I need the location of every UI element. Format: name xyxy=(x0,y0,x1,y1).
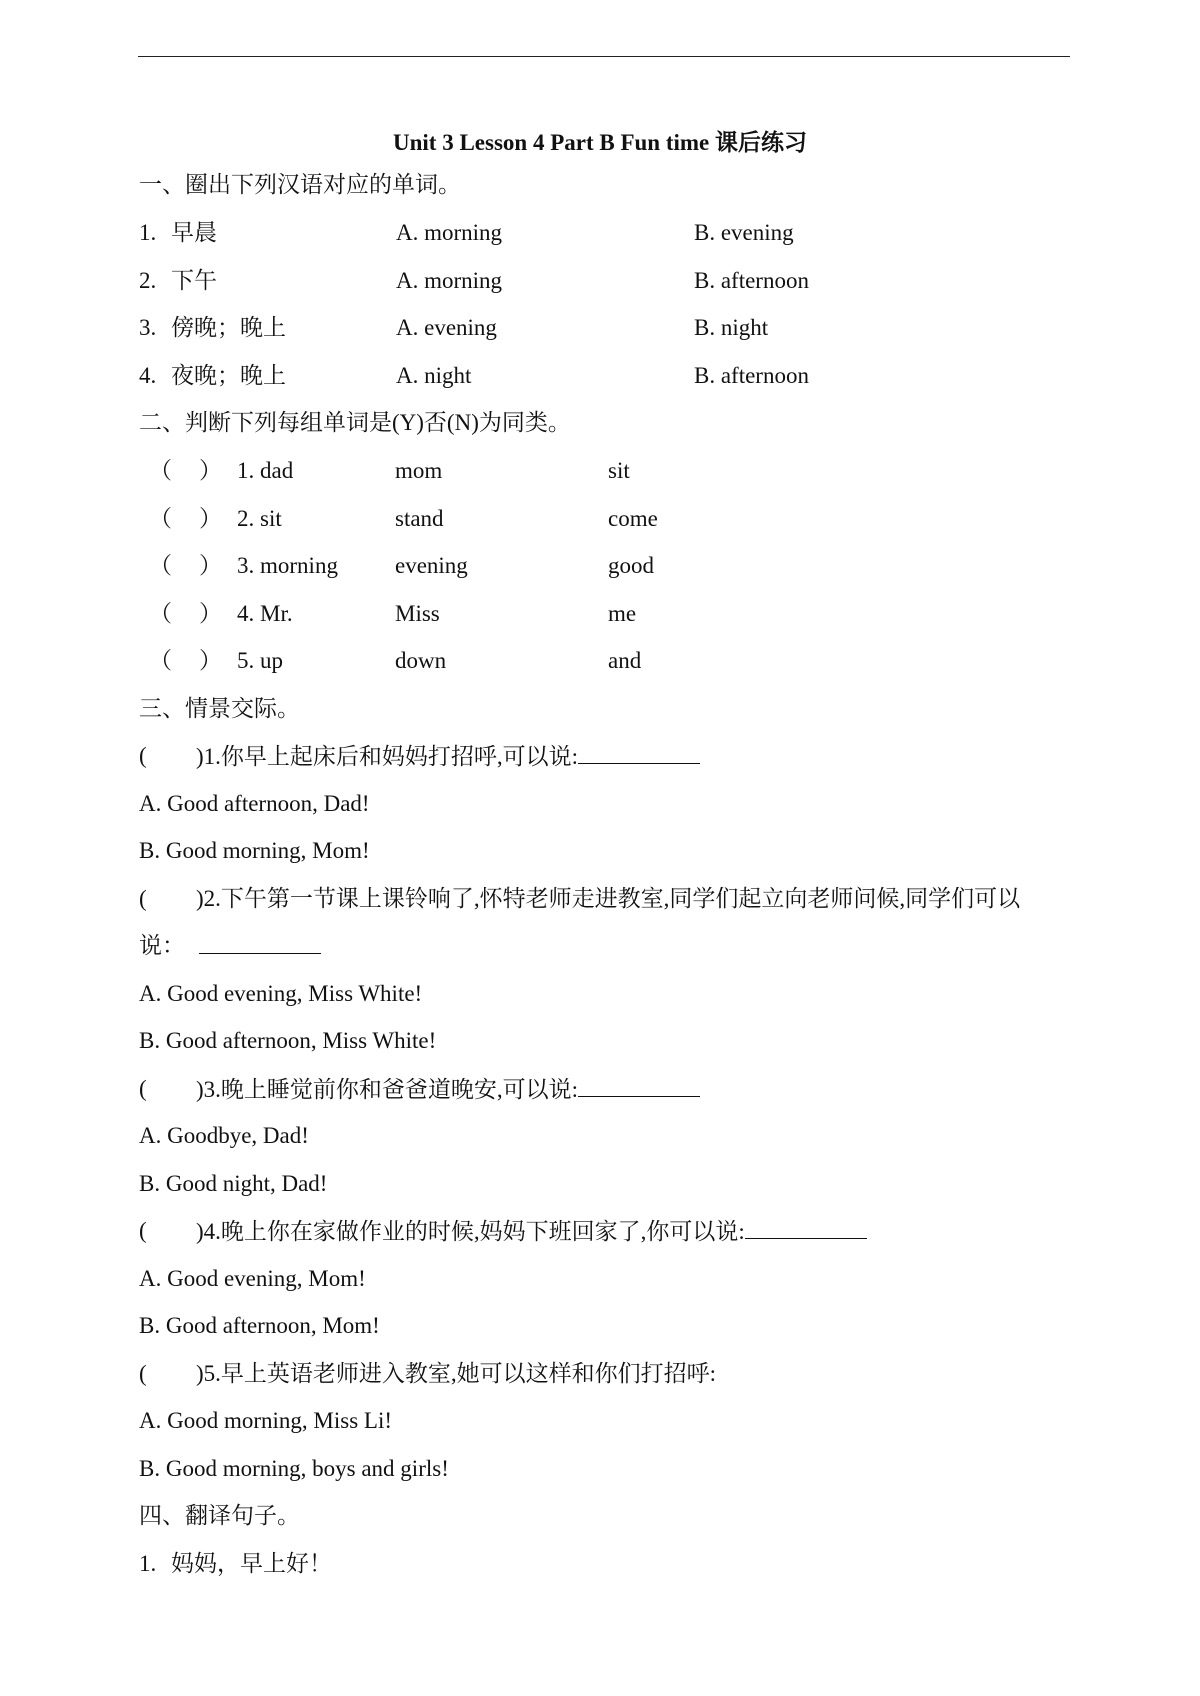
option-b: B. evening xyxy=(694,220,794,245)
section2-item xyxy=(139,456,839,486)
answer-paren-open: ( xyxy=(139,1218,147,1243)
section1-item xyxy=(139,313,1039,343)
answer-paren-open: ( xyxy=(139,743,147,768)
answer-paren-open: （ xyxy=(149,458,172,483)
item-number: 2. xyxy=(139,268,157,293)
answer-paren-close: ） xyxy=(199,458,222,483)
header-rule xyxy=(138,56,1070,57)
word-1: 4. Mr. xyxy=(237,601,293,626)
answer-blank[interactable] xyxy=(578,1074,700,1097)
question xyxy=(139,884,1079,914)
question xyxy=(139,1359,1039,1389)
chinese-word: 夜晚；晚上 xyxy=(171,363,286,388)
chinese-sentence: 妈妈，早上好！ xyxy=(171,1551,332,1576)
option-a: A. night xyxy=(396,363,472,388)
word-1: 2. sit xyxy=(237,506,282,531)
question-text: )3.晚上睡觉前你和爸爸道晚安,可以说: xyxy=(196,1077,579,1102)
option-b: B. Good afternoon, Mom! xyxy=(139,1313,380,1338)
word-1: 5. up xyxy=(237,648,283,673)
word-3: me xyxy=(608,601,637,626)
answer-paren-open: （ xyxy=(149,601,172,626)
section2-heading: 二、判断下列每组单词是(Y)否(N)为同类。 xyxy=(139,410,571,435)
question-text: )5.早上英语老师进入教室,她可以这样和你们打招呼: xyxy=(196,1361,717,1386)
option-b: B. afternoon xyxy=(694,363,809,388)
question xyxy=(139,1216,1039,1246)
option-a: A. Good evening, Mom! xyxy=(139,1266,366,1291)
question-continuation xyxy=(139,931,439,961)
section1-item xyxy=(139,361,1039,391)
answer-paren-open: ( xyxy=(139,886,147,911)
answer-paren-close: ） xyxy=(199,601,222,626)
question-text: )1.你早上起床后和妈妈打招呼,可以说: xyxy=(196,744,579,769)
question-text-cont: 说： xyxy=(139,933,185,958)
answer-paren-open: （ xyxy=(149,506,172,531)
answer-blank[interactable] xyxy=(199,931,321,954)
answer-paren-close: ） xyxy=(199,506,222,531)
item-number: 3. xyxy=(139,315,157,340)
option-a: A. Good evening, Miss White! xyxy=(139,981,423,1006)
question xyxy=(139,741,1039,771)
word-3: come xyxy=(608,506,658,531)
answer-blank[interactable] xyxy=(745,1216,867,1239)
option-b: B. Good morning, boys and girls! xyxy=(139,1456,449,1481)
answer-paren-open: ( xyxy=(139,1361,147,1386)
option-a: A. Good morning, Miss Li! xyxy=(139,1408,392,1433)
section4-heading: 四、翻译句子。 xyxy=(139,1503,300,1528)
section2-item xyxy=(139,551,839,581)
section1-heading: 一、圈出下列汉语对应的单词。 xyxy=(139,172,461,197)
answer-paren-open: ( xyxy=(139,1076,147,1101)
answer-paren-close: ） xyxy=(199,648,222,673)
chinese-word: 傍晚；晚上 xyxy=(171,315,286,340)
option-a: A. Goodbye, Dad! xyxy=(139,1123,309,1148)
word-2: evening xyxy=(395,553,468,578)
answer-paren-close: ） xyxy=(199,553,222,578)
word-3: good xyxy=(608,553,654,578)
option-a: A. morning xyxy=(396,268,503,293)
word-1: 3. morning xyxy=(237,553,338,578)
section2-item xyxy=(139,646,839,676)
question-body xyxy=(196,741,700,772)
item-number: 4. xyxy=(139,363,157,388)
section3-heading: 三、情景交际。 xyxy=(139,696,300,721)
word-2: Miss xyxy=(395,601,440,626)
answer-blank[interactable] xyxy=(578,741,700,764)
question-body xyxy=(196,1074,700,1105)
section1-item xyxy=(139,218,1039,248)
question xyxy=(139,1074,1039,1104)
option-b: B. Good morning, Mom! xyxy=(139,838,370,863)
word-2: stand xyxy=(395,506,444,531)
word-1: 1. dad xyxy=(237,458,294,483)
word-3: and xyxy=(608,648,642,673)
word-2: mom xyxy=(395,458,443,483)
question-text: )4.晚上你在家做作业的时候,妈妈下班回家了,你可以说: xyxy=(196,1219,745,1244)
option-a: A. morning xyxy=(396,220,503,245)
word-3: sit xyxy=(608,458,630,483)
option-b: B. night xyxy=(694,315,769,340)
option-a: A. Good afternoon, Dad! xyxy=(139,791,370,816)
option-b: B. afternoon xyxy=(694,268,809,293)
section2-item xyxy=(139,599,839,629)
section2-item xyxy=(139,504,839,534)
section1-item xyxy=(139,266,1039,296)
worksheet-title: Unit 3 Lesson 4 Part B Fun time 课后练习 xyxy=(393,130,807,155)
question-body xyxy=(196,1216,867,1247)
option-b: B. Good afternoon, Miss White! xyxy=(139,1028,437,1053)
chinese-word: 下午 xyxy=(171,268,217,293)
option-a: A. evening xyxy=(396,315,497,340)
item-number: 1. xyxy=(139,1551,157,1576)
item-number: 1. xyxy=(139,220,157,245)
question-text: )2.下午第一节课上课铃响了,怀特老师走进教室,同学们起立向老师问候,同学们可以 xyxy=(196,886,1021,911)
word-2: down xyxy=(395,648,447,673)
answer-paren-open: （ xyxy=(149,553,172,578)
option-b: B. Good night, Dad! xyxy=(139,1171,328,1196)
chinese-word: 早晨 xyxy=(171,220,217,245)
translation-item xyxy=(139,1549,539,1579)
answer-paren-open: （ xyxy=(149,648,172,673)
